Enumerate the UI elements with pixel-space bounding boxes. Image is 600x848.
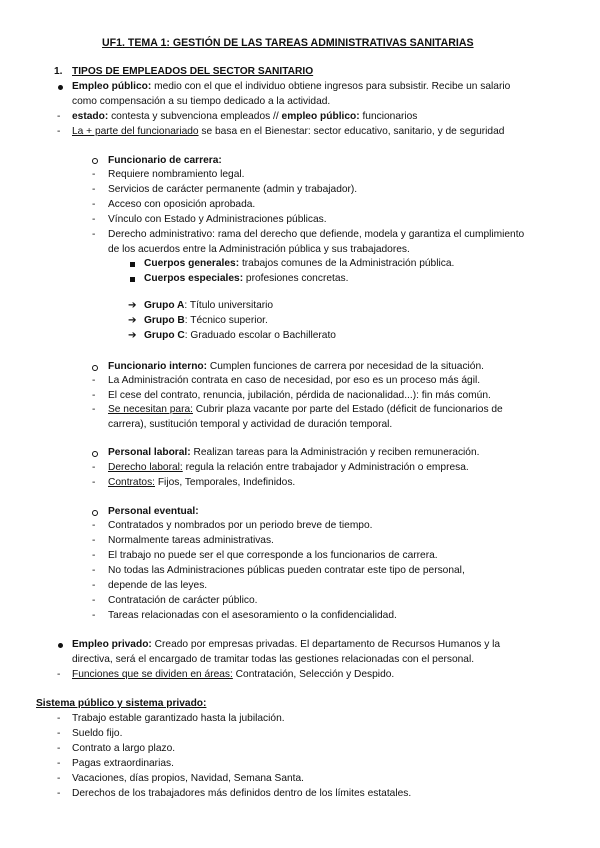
dash-marker: -: [57, 773, 61, 784]
list-item: Pagas extraordinarias.: [72, 758, 174, 769]
circle-bullet-icon: [92, 451, 98, 457]
list-item: El cese del contrato, renuncia, jubilación, pérdida de nacionalidad...): fin más común.: [108, 390, 491, 401]
dash-marker: -: [57, 728, 61, 739]
list-item: depende de las leyes.: [108, 580, 208, 591]
necesitan-underlined: Se necesitan para:: [108, 404, 193, 415]
estado-term: estado:: [72, 111, 109, 122]
list-item: Derechos de los trabajadores más definidos dentro de los límites estatales.: [72, 788, 412, 799]
list-item: El trabajo no puede ser el que corresponde a los funcionarios de carrera.: [108, 550, 438, 561]
bullet-dot-icon: [58, 643, 63, 648]
list-item: Vacaciones, días propios, Navidad, Semana Santa.: [72, 773, 304, 784]
dash-marker: -: [92, 610, 96, 621]
square-bullet-icon: [130, 262, 135, 267]
list-item: Vínculo con Estado y Administraciones públicas.: [108, 214, 327, 225]
empleo-publico-term: Empleo público:: [72, 81, 152, 92]
cuerpos-especiales-text: profesiones concretas.: [243, 273, 349, 284]
mayor-parte-line: [72, 125, 504, 139]
personal-laboral-text: Realizan tareas para la Administración y reciben remuneración.: [190, 447, 480, 458]
contratos-text: Fijos, Temporales, Indefinidos.: [155, 477, 296, 488]
empleo-publico-def: medio con el que el individuo obtiene ingresos para subsistir. Recibe un salario: [151, 81, 511, 92]
dash-marker: -: [92, 565, 96, 576]
necesitan-line1: [108, 403, 503, 417]
grupo-a-text: : Título universitario: [184, 300, 274, 311]
arrow-right-icon: ➔: [128, 330, 137, 341]
dash-marker: -: [57, 111, 61, 122]
dash-marker: -: [92, 404, 96, 415]
dash-marker: -: [92, 580, 96, 591]
cuerpos-generales-line: [144, 257, 454, 271]
grupo-a-line: [144, 299, 273, 313]
dash-marker: -: [57, 758, 61, 769]
arrow-right-icon: ➔: [128, 315, 137, 326]
derecho-laboral-line: [108, 461, 469, 475]
list-item: Contratados y nombrados por un periodo breve de tiempo.: [108, 520, 373, 531]
circle-bullet-icon: [92, 510, 98, 516]
cuerpos-generales-text: trabajos comunes de la Administración pública.: [239, 258, 455, 269]
list-item: Normalmente tareas administrativas.: [108, 535, 274, 546]
dash-marker: -: [92, 550, 96, 561]
dash-marker: -: [92, 214, 96, 225]
derecho-admin-line1: Derecho administrativo: rama del derecho que defiende, modela y garantiza el cumplimiento: [108, 229, 525, 240]
estado-text: contesta y subvenciona empleados //: [108, 111, 282, 122]
page-title: UF1. TEMA 1: GESTIÓN DE LAS TAREAS ADMINISTRATIVAS SANITARIAS: [102, 37, 474, 49]
necesitan-text: Cubrir plaza vacante por parte del Estado (déficit de funcionarios de: [192, 404, 503, 415]
funciones-underlined: Funciones que se dividen en áreas:: [72, 669, 233, 680]
section-heading: TIPOS DE EMPLEADOS DEL SECTOR SANITARIO: [72, 66, 314, 77]
empleo-privado-line2: directiva, será el encargado de tramitar todas las gestiones relacionadas con el personal.: [72, 654, 475, 665]
dash-marker: -: [92, 169, 96, 180]
dash-marker: -: [92, 595, 96, 606]
arrow-right-icon: ➔: [128, 300, 137, 311]
grupo-b-line: [144, 314, 268, 328]
estado-tail: funcionarios: [359, 111, 418, 122]
list-item: Servicios de carácter permanente (admin y trabajador).: [108, 184, 358, 195]
cuerpos-generales-term: Cuerpos generales:: [144, 258, 240, 269]
list-item: Sueldo fijo.: [72, 728, 123, 739]
dash-marker: -: [92, 462, 96, 473]
circle-bullet-icon: [92, 158, 98, 164]
dash-marker: -: [92, 229, 96, 240]
section-number: 1.: [54, 66, 63, 77]
necesitan-line2: carrera), sustitución temporal y actividad de duración temporal.: [108, 419, 393, 430]
dash-marker: -: [57, 743, 61, 754]
cuerpos-especiales-term: Cuerpos especiales:: [144, 273, 244, 284]
personal-laboral-line: [108, 446, 479, 460]
empleo-publico-line2: como compensación a su tiempo dedicado a la actividad.: [72, 96, 331, 107]
contratos-line: [108, 476, 295, 490]
derecho-laboral-underlined: Derecho laboral:: [108, 462, 183, 473]
empleo-privado-text: Creado por empresas privadas. El departamento de Recursos Humanos y la: [151, 639, 501, 650]
derecho-laboral-text: regula la relación entre trabajador y Administración o empresa.: [182, 462, 469, 473]
empleo-privado-term: Empleo privado:: [72, 639, 152, 650]
list-item: Contratación de carácter público.: [108, 595, 258, 606]
list-item: Contrato a largo plazo.: [72, 743, 176, 754]
dash-marker: -: [92, 477, 96, 488]
funcionario-carrera-heading: Funcionario de carrera:: [108, 155, 222, 166]
empleo-publico-term2: empleo público:: [281, 111, 360, 122]
dash-marker: -: [92, 535, 96, 546]
cuerpos-especiales-line: [144, 272, 348, 286]
sistema-heading: Sistema público y sistema privado:: [36, 698, 207, 709]
list-item: No todas las Administraciones públicas pueden contratar este tipo de personal,: [108, 565, 465, 576]
circle-bullet-icon: [92, 365, 98, 371]
funcionario-interno-text: Cumplen funciones de carrera por necesidad de la situación.: [207, 361, 484, 372]
list-item: Tareas relacionadas con el asesoramiento o la confidencialidad.: [108, 610, 397, 621]
dash-marker: -: [57, 713, 61, 724]
grupo-c-line: [144, 329, 336, 343]
grupo-b-text: : Técnico superior.: [184, 315, 268, 326]
mayor-parte-text: se basa en el Bienestar: sector educativo, sanitario, y de seguridad: [198, 126, 505, 137]
dash-marker: -: [92, 184, 96, 195]
funcionario-interno-heading: Funcionario interno:: [108, 361, 208, 372]
empleo-privado-line1: [72, 638, 500, 652]
mayor-parte-underlined: La + parte del funcionariado: [72, 126, 199, 137]
dash-marker: -: [92, 390, 96, 401]
grupo-c-text: : Graduado escolar o Bachillerato: [184, 330, 336, 341]
personal-laboral-heading: Personal laboral:: [108, 447, 191, 458]
empleo-publico-line1: [72, 80, 510, 94]
grupo-c-term: Grupo C: [144, 330, 185, 341]
bullet-dot-icon: [58, 85, 63, 90]
dash-marker: -: [92, 520, 96, 531]
list-item: Acceso con oposición aprobada.: [108, 199, 256, 210]
contratos-underlined: Contratos:: [108, 477, 155, 488]
grupo-b-term: Grupo B: [144, 315, 185, 326]
derecho-admin-line2: de los acuerdos entre la Administración pública y sus trabajadores.: [108, 244, 410, 255]
estado-line: [72, 110, 417, 124]
dash-marker: -: [57, 126, 61, 137]
dash-marker: -: [92, 199, 96, 210]
dash-marker: -: [57, 788, 61, 799]
list-item: Requiere nombramiento legal.: [108, 169, 245, 180]
list-item: La Administración contrata en caso de necesidad, por eso es un proceso más ágil.: [108, 375, 481, 386]
square-bullet-icon: [130, 277, 135, 282]
dash-marker: -: [92, 375, 96, 386]
funciones-line: [72, 668, 394, 682]
funcionario-interno-line: [108, 360, 484, 374]
dash-marker: -: [57, 669, 61, 680]
list-item: Trabajo estable garantizado hasta la jubilación.: [72, 713, 285, 724]
funciones-text: Contratación, Selección y Despido.: [232, 669, 395, 680]
grupo-a-term: Grupo A: [144, 300, 185, 311]
personal-eventual-heading: Personal eventual:: [108, 506, 199, 517]
